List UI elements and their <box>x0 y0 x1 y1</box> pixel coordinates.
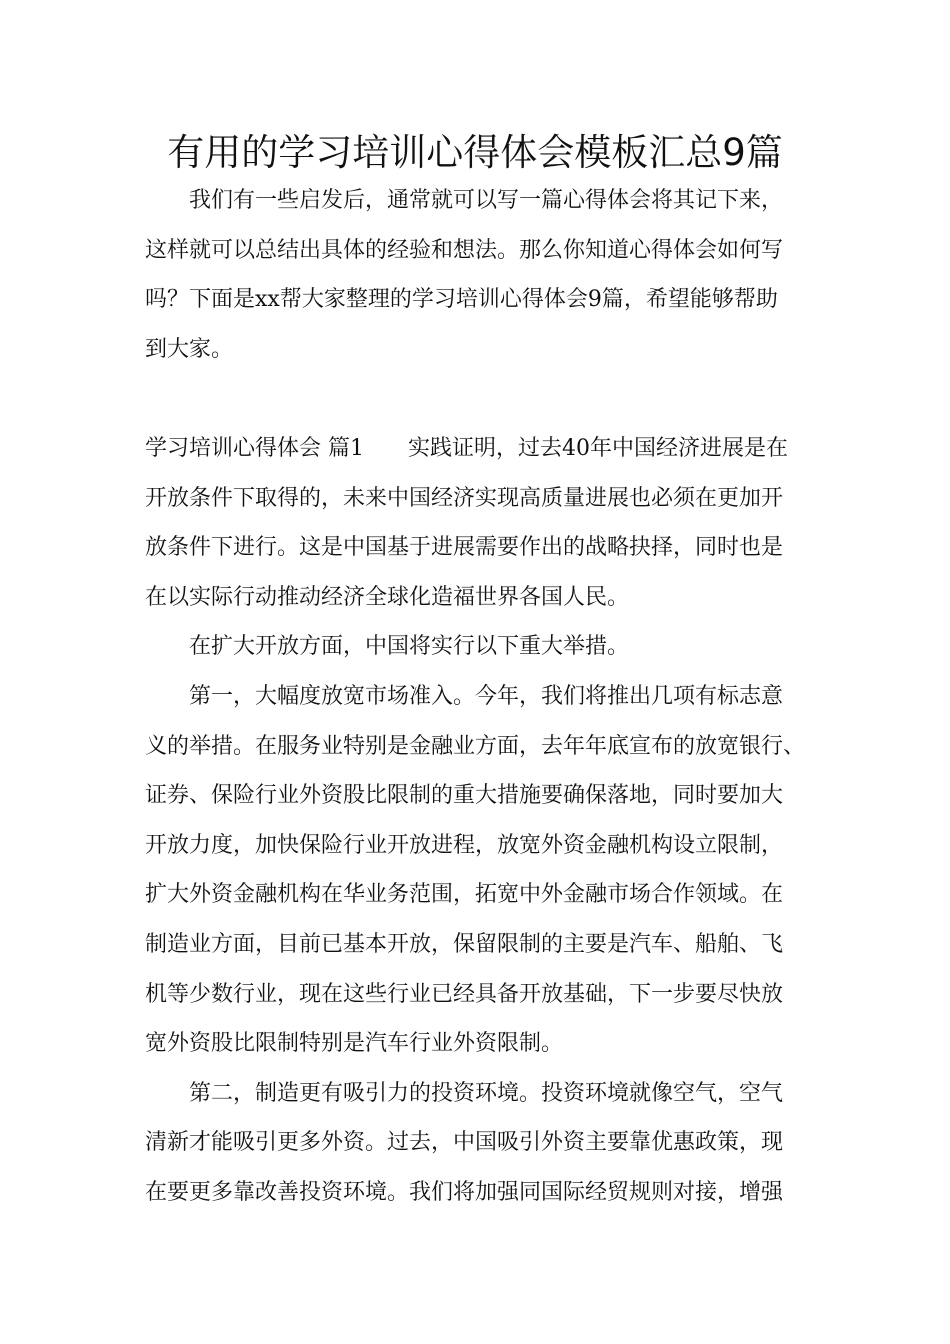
paragraph-line: 我们有一些启发后，通常就可以写一篇心得体会将其记下来， <box>189 188 784 213</box>
paragraph-line: 机等少数行业，现在这些行业已经具备开放基础，下一步要尽快放 <box>145 981 784 1007</box>
paragraph-line: 义的举措。在服务业特别是金融业方面，去年年底宣布的放宽银行、 <box>145 733 806 759</box>
paragraph-text: 实践证明，过去40年中国经济进展是在 <box>408 435 788 461</box>
section-heading: 学习培训心得体会 篇1 <box>145 435 364 461</box>
paragraph-line: 宽外资股比限制特别是汽车行业外资限制。 <box>145 1031 564 1057</box>
blank-line <box>145 374 805 424</box>
paragraph-line: 到大家。 <box>145 336 234 362</box>
document-body <box>145 176 805 1217</box>
section-first-line <box>145 424 805 474</box>
paragraph-line: 清新才能吸引更多外资。过去，中国吸引外资主要靠优惠政策，现 <box>145 1130 784 1156</box>
paragraph-line: 证券、保险行业外资股比限制的重大措施要确保落地，同时要加大 <box>145 783 784 809</box>
paragraph-line: 扩大外资金融机构在华业务范围，拓宽中外金融市场合作领域。在 <box>145 882 784 908</box>
paragraph-line: 在要更多靠改善投资环境。我们将加强同国际经贸规则对接，增强 <box>145 1179 784 1205</box>
paragraph-line: 制造业方面，目前已基本开放，保留限制的主要是汽车、船舶、飞 <box>145 931 784 957</box>
paragraph-line: 第二，制造更有吸引力的投资环境。投资环境就像空气，空气 <box>189 1080 784 1106</box>
document-title: 有用的学习培训心得体会模板汇总9篇 <box>167 131 783 174</box>
paragraph-line: 第一，大幅度放宽市场准入。今年，我们将推出几项有标志意 <box>189 683 784 709</box>
paragraph-line: 放条件下进行。这是中国基于进展需要作出的战略抉择，同时也是 <box>145 535 784 561</box>
paragraph-line: 在扩大开放方面，中国将实行以下重大举措。 <box>189 634 630 660</box>
paragraph-line: 这样就可以总结出具体的经验和想法。那么你知道心得体会如何写 <box>145 237 784 263</box>
paragraph-line: 吗？下面是xx帮大家整理的学习培训心得体会9篇，希望能够帮助 <box>145 287 778 313</box>
paragraph-line: 开放力度，加快保险行业开放进程，放宽外资金融机构设立限制， <box>145 832 784 858</box>
paragraph-line: 开放条件下取得的，未来中国经济实现高质量进展也必须在更加开 <box>145 485 784 511</box>
paragraph-line: 在以实际行动推动经济全球化造福世界各国人民。 <box>145 584 630 610</box>
